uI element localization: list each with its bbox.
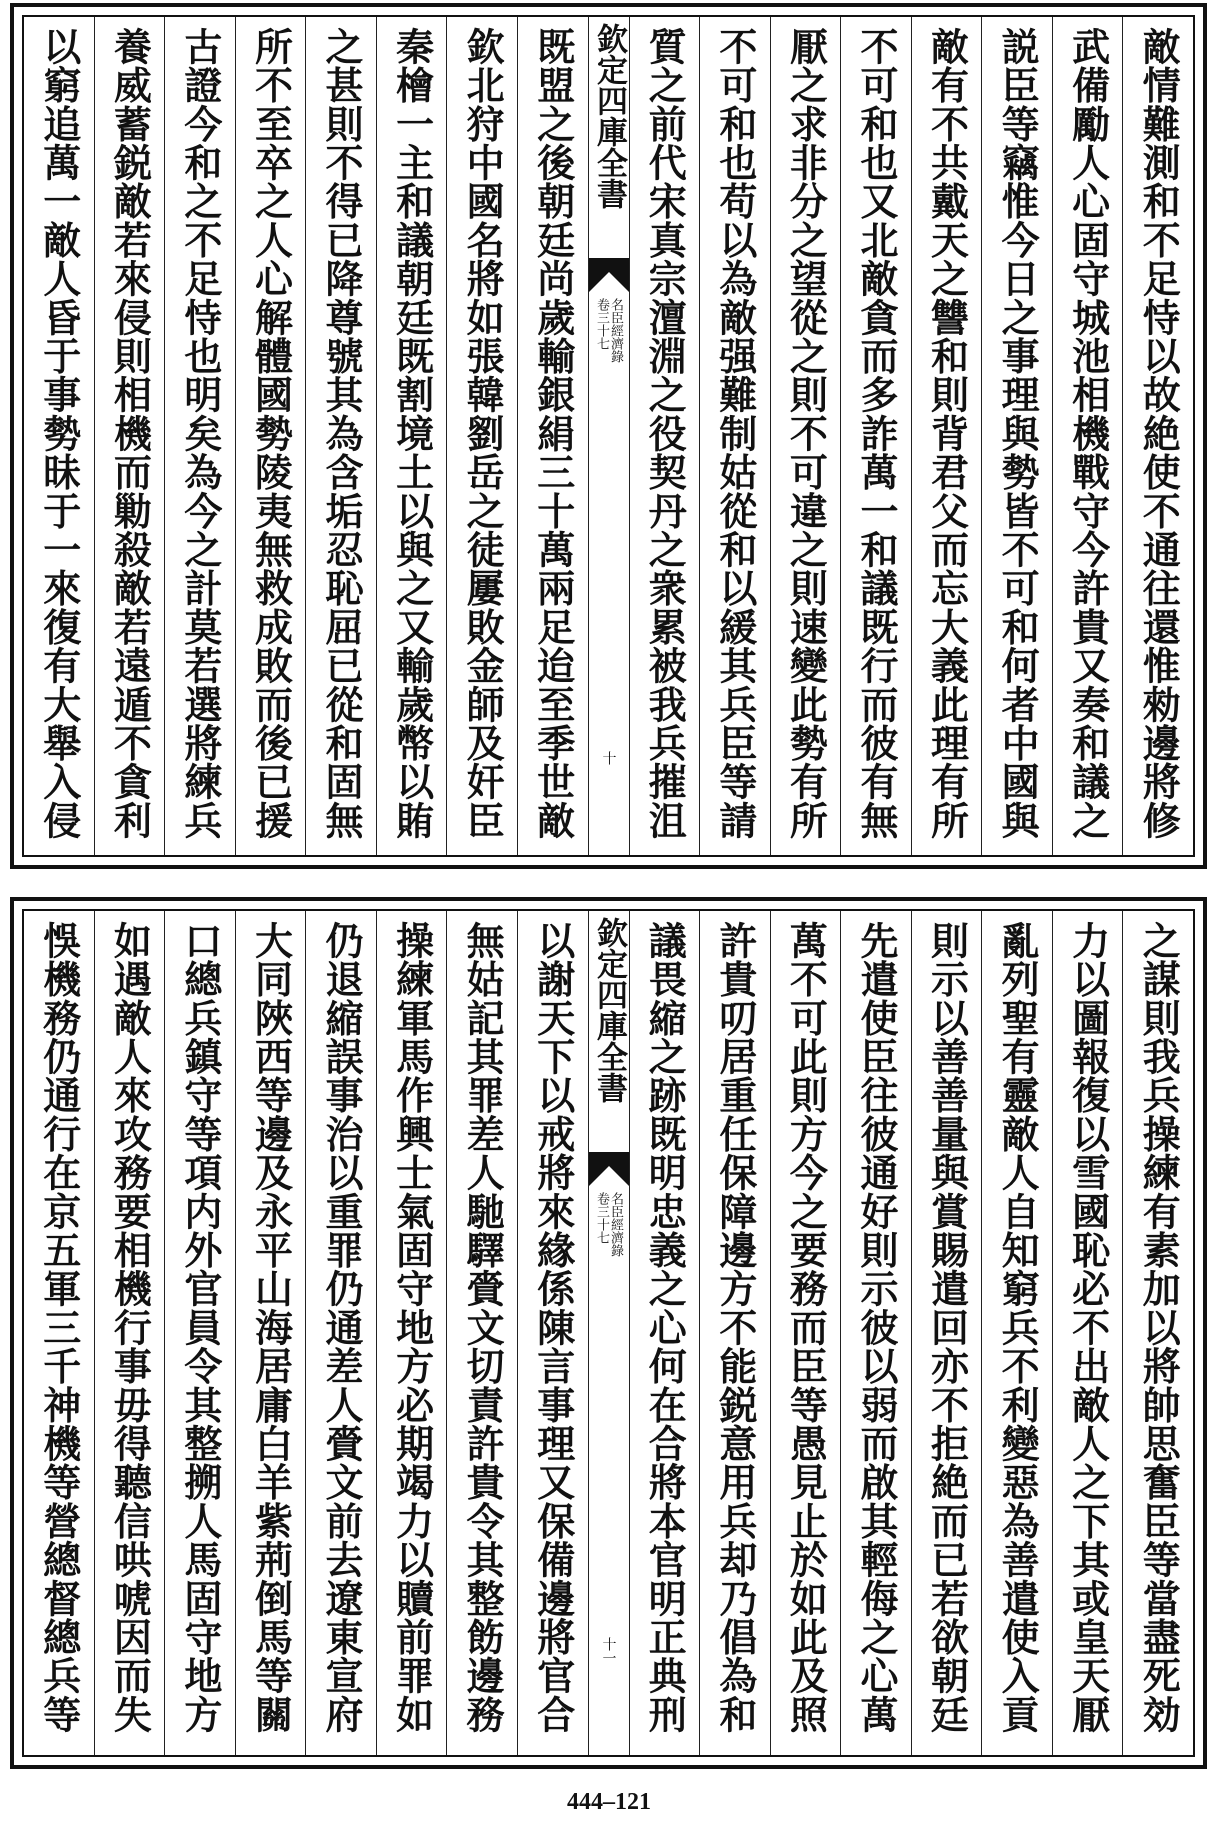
text-column: 説臣等竊惟今日之事理與勢皆不可和何者中國與 — [981, 17, 1052, 855]
text-column: 敵有不共戴天之讐和則背君父而忘大義此理有所 — [911, 17, 982, 855]
page-gutter — [588, 17, 629, 855]
text-column: 議畏縮之跡既明忠義之心何在合將本官明正典刑 — [629, 911, 700, 1755]
text-column: 之甚則不得已降尊號其為含垢忍恥屈已從和固無 — [305, 17, 376, 855]
gutter-book-title: 名臣經濟錄 — [608, 298, 623, 363]
text-column: 之謀則我兵操練有素加以將帥思奮臣等當盡死効 — [1122, 911, 1193, 1755]
gutter-title: 欽定四庫全書 — [591, 917, 627, 1103]
text-column: 以謝天下以戒將來緣係陳言事理又保備邊將官合 — [517, 911, 588, 1755]
top-page — [10, 3, 1207, 869]
fish-tail-mark-icon — [589, 258, 629, 292]
gutter-page-number: 十 — [600, 751, 617, 765]
text-column: 不可和也苟以為敵强難制姑從和以緩其兵臣等請 — [699, 17, 770, 855]
text-column: 所不至卒之人心解體國勢陵夷無救成敗而後已援 — [235, 17, 306, 855]
text-column: 古證今和之不足恃也明矣為今之計莫若選將練兵 — [164, 17, 235, 855]
text-column: 敵情難測和不足恃以故絶使不通往還惟勑邊將修 — [1122, 17, 1193, 855]
gutter-title: 欽定四庫全書 — [591, 23, 627, 209]
text-column: 如遇敵人來攻務要相機行事毋得聽信哄唬因而失 — [94, 911, 165, 1755]
gutter-volume: 卷三十七 — [594, 1192, 609, 1244]
text-column: 大同陜西等邊及永平山海居庸白羊紫荊倒馬等關 — [235, 911, 306, 1755]
text-column: 養威蓄鋭敵若來侵則相機而勦殺敵若遠遁不貪利 — [94, 17, 165, 855]
top-page-columns — [24, 17, 1193, 855]
folio-number: 444–121 — [567, 1789, 651, 1815]
gutter-caption — [595, 1192, 622, 1257]
text-column: 則示以善善量與賞賜遣回亦不拒絶而已若欲朝廷 — [911, 911, 982, 1755]
text-column: 既盟之後朝廷尚歲輸銀絹三十萬兩足迨至季世敵 — [517, 17, 588, 855]
text-column: 力以圖報復以雪國恥必不出敵人之下其或皇天厭 — [1052, 911, 1123, 1755]
text-column: 無姑記其罪差人馳驛賫文切責許貴令其整飭邊務 — [446, 911, 517, 1755]
text-column: 以窮追萬一敵人昏于事勢昧于一來復有大舉入侵 — [36, 27, 82, 840]
bottom-page-columns — [24, 911, 1193, 1755]
bottom-page — [10, 897, 1207, 1769]
text-column: 操練軍馬作興士氣固守地方必期竭力以贖前罪如 — [376, 911, 447, 1755]
text-column: 亂列聖有靈敵人自知窮兵不利變惡為善遣使入貢 — [981, 911, 1052, 1755]
text-column: 悞機務仍通行在京五軍三千神機等營總督總兵等 — [36, 921, 82, 1734]
text-column: 先遣使臣往彼通好則示彼以弱而啟其輕侮之心萬 — [840, 911, 911, 1755]
gutter-page-number: 十一 — [600, 1637, 617, 1665]
fish-tail-mark-icon — [589, 1152, 629, 1186]
text-column: 萬不可此則方今之要務而臣等愚見止於如此及照 — [770, 911, 841, 1755]
text-column: 秦檜一主和議朝廷既割境土以與之又輸歲幣以賄 — [376, 17, 447, 855]
text-column: 口總兵鎮守等項内外官員令其整搠人馬固守地方 — [164, 911, 235, 1755]
text-column: 不可和也又北敵貪而多詐萬一和議既行而彼有無 — [840, 17, 911, 855]
bottom-page-frame — [22, 909, 1195, 1757]
text-column: 武備勵人心固守城池相機戰守今許貴又奏和議之 — [1052, 17, 1123, 855]
text-column: 許貴叨居重任保障邊方不能鋭意用兵却乃倡為和 — [699, 911, 770, 1755]
page-gutter — [588, 911, 629, 1755]
text-column: 質之前代宋真宗澶淵之役契丹之衆累被我兵摧沮 — [629, 17, 700, 855]
gutter-volume: 卷三十七 — [594, 298, 609, 350]
top-page-frame — [22, 15, 1195, 857]
gutter-book-title: 名臣經濟錄 — [608, 1192, 623, 1257]
text-column: 欽北狩中國名將如張韓劉岳之徒屢敗金師及奸臣 — [446, 17, 517, 855]
text-column: 厭之求非分之望從之則不可違之則速變此勢有所 — [770, 17, 841, 855]
text-column: 仍退縮誤事治以重罪仍通差人賫文前去遼東宣府 — [305, 911, 376, 1755]
gutter-caption — [595, 298, 622, 363]
